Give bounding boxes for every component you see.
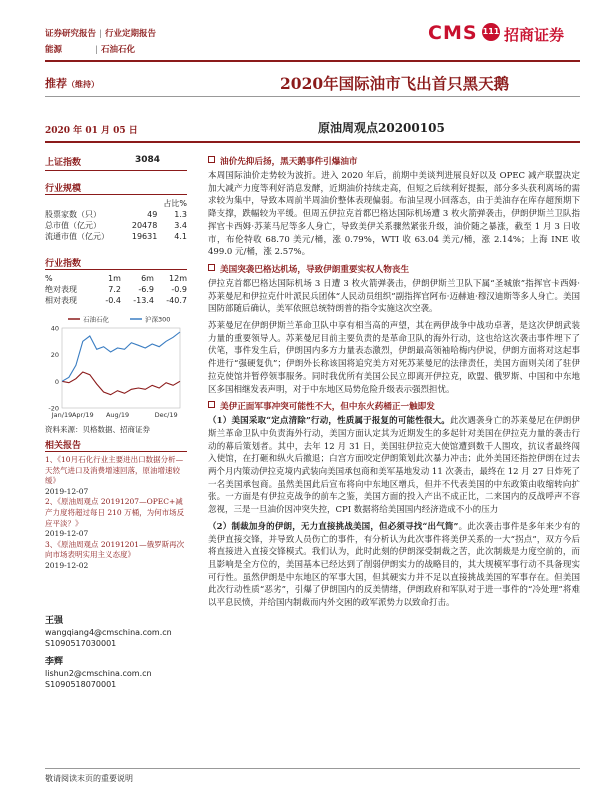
table-row: % 1m 6m 12m <box>45 274 187 283</box>
rating: 推荐（维持） <box>45 77 99 90</box>
main-content <box>208 155 580 610</box>
x-tick-label: Apr/19 <box>71 411 94 419</box>
page-title: 2020年国际油市飞出首只黑天鹅 <box>280 74 510 93</box>
performance-table <box>45 273 187 306</box>
legend-label: 石油石化 <box>83 315 109 324</box>
related-report-link[interactable]: 1、《10月石化行业主要进出口数据分析—天然气进口及消费增速回落，原油增速较缓》 2019-12-07 <box>45 455 184 496</box>
table-row: 占比% <box>163 199 187 208</box>
section-heading: 美伊正面军事冲突可能性不大，但中东火药桶正一触即发 <box>208 400 580 412</box>
footer-note: 敬请阅读末页的重要说明 <box>45 774 133 783</box>
divider <box>45 170 187 171</box>
brand-name-cn: 招商证券 <box>504 26 565 44</box>
report-subtitle: 原油周观点20200105 <box>318 121 445 135</box>
series-line <box>62 372 180 395</box>
x-tick-label: Jan/19 <box>51 411 73 419</box>
industry-heading: 行业规模 <box>45 184 82 194</box>
index-value: 3084 <box>135 155 161 165</box>
index-label: 上证指数 <box>45 158 82 168</box>
report-date: 2020 年 01 月 05 日 <box>45 126 138 136</box>
paragraph: （2）制裁加身的伊朗，无力直接挑战美国，但必须寻找“出气筒”。此次袭击事件是多年来少有的美伊直接交锋，并导致人员伤亡的事件，有分析认为此次事件将美伊关系的一大“拐点”，双方今后将直接进入直接交锋模式。我们认为，此时此刻的伊朗深受制裁之苦，此次制裁是力度空前的，而且影响是全方位的，美国基本已经达到了削弱伊朗实力的战略目的，其大规模军事行动不具备现实可行性。虽然伊朗是中东地区的军事大国，但其硬实力并不足以直接挑战美国的军事存在。但美国此次行动性质“恶劣”，引爆了伊朗国内的反美情绪，伊朗政府和军队对于进一事件的“冷处理”将难以平息民愤，并给国内制裁而内外交困的政军派势力以致命打击。 <box>208 521 580 609</box>
paragraph: 苏莱曼尼在伊朗伊斯兰革命卫队中享有相当高的声望，其在两伊战争中战功卓著，是这次伊朗武装力量的重要领导人。苏莱曼尼目前主要负责的是革命卫队的海外行动，这也给这次袭击事件埋下了伏笔，事件发生后，伊朗国内多方力量表态激烈，伊朗最高领袖哈梅内伊说，伊朗方面将对这起事件进行“强硬复仇”；伊朗外长称该国将追究美方对死苏莱曼尼的法律责任，美国方面则关闭了驻伊拉克使馆并暂停领事服务。同时我优所有美国公民立即离开伊拉克，欧盟、俄罗斯、中国和中东地区多国相继发表声明，对于中东地区局势危险升级表示强烈担忧。 <box>208 321 580 395</box>
analyst-email[interactable]: wangqiang4@cmschina.com.cn <box>45 628 172 637</box>
report-sector: 能源 | 石油石化 <box>45 45 136 55</box>
table-row: 股票家数（只） 49 1.3 <box>45 210 187 219</box>
related-heading: 相关报告 <box>45 441 82 451</box>
brand-logo-text: CMS <box>428 22 478 44</box>
y-tick-label: 20 <box>50 351 59 360</box>
header-rule <box>45 60 580 62</box>
performance-heading: 行业指数 <box>45 259 82 269</box>
paragraph: 本周国际油价走势较为波折。进入 2020 年后，前期中美谈判进展良好以及 OPEC 减产联盟决定加大减产力度等利好消息发酵，近期油价持续走高，但短之后续利好提振，部分多头获利离场的需求较为集中，导致本周前半周油价整体表现偏弱。布油呈现小回落态，由于美油存在库存超预期下降支撑，跌幅较为平缓。但周五伊拉克首都巴格达国际机场遭 3 枚火箭弹袭击，伊朗伊斯兰卫队指挥官卡西姆·苏莱马尼等多人身亡，导致美伊关系骤然紧张升级，油价随之暴涨，截至 1 月 3 日收市，布伦特收 68.70 美元/桶，涨 0.79%，WTI 收 63.04 美元/桶，涨 2.14%；上海 INE 收 499.0 元/桶，涨 2.57%。 <box>208 171 580 258</box>
table-row: 相对表现 -0.4 -13.4 -40.7 <box>45 296 187 305</box>
analyst-1: 王强 wangqiang4@cmschina.com.cn S1090517030001 <box>45 616 172 648</box>
plot-frame <box>62 328 180 408</box>
table-row: 流通市值（亿元） 19631 4.1 <box>45 232 187 241</box>
title-rule <box>45 96 580 97</box>
table-row: 总市值（亿元） 20478 3.4 <box>45 221 187 230</box>
related-report-link[interactable]: 3、《原油周观点 20191201—俄罗斯再次向市场表明实用主义态度》 2019-12-02 <box>45 539 185 570</box>
brand-logo-icon: 111 <box>482 23 500 41</box>
section-heading: 油价先抑后扬，黑天鹅事件引爆油市 <box>208 155 580 167</box>
related-report-link[interactable]: 2、《原油周观点 20191207—OPEC+减产力度将超过每日 210 万桶，为何市场反应平淡？》 2019-12-07 <box>45 497 185 539</box>
x-tick-label: Dec/19 <box>154 411 178 419</box>
date-rule <box>45 141 580 143</box>
paragraph: （1）美国采取“定点清除”行动，性质属于报复的可能性很大。此次遇袭身亡的苏莱曼尼在伊朗伊斯兰革命卫队中负责海外行动，美国方面认定其为近期发生的多起针对美国在伊拉克力量的袭击行动的幕后策划者。其中，去年 12 月 31 日，美国驻伊拉克大使馆遭到数千人围攻，抗议者最终闯入使馆，在打砸和纵火后撤退；白宫方面咬定伊朗策划此次暴力冲击；此外美国还指控伊朗在过去两个月内策动伊拉克境内武装向美国承包商和美军基地发动 11 次袭击，最终在 12 月 27 日炸死了一名美国承包商。虽然美国此后宣布将向中东地区增兵，但并不代表美国的中东政策由收缩转向扩张。一方面是有伊拉克战争的前车之鉴，美国方面的投入产出不成正比，二来国内的反战呼声不容忽视，三是一旦油价因冲突失控，CPI 数据将给美国国内经济造成不小的压力 <box>208 416 580 516</box>
chart-source: 资料来源：贝格数据、招商证券 <box>45 425 150 434</box>
section-heading: 美国突袭巴格达机场，导致伊朗重要实权人物丧生 <box>208 263 580 275</box>
y-tick-label: -20 <box>48 404 59 413</box>
legend-label: 沪深300 <box>145 315 171 324</box>
x-tick-label: Aug/19 <box>105 411 130 419</box>
footer-rule <box>45 768 580 769</box>
series-line <box>62 332 180 381</box>
report-type: 证券研究报告 | 行业定期报告 <box>45 29 157 39</box>
related-list <box>45 455 190 572</box>
y-tick-label: 0 <box>54 377 59 386</box>
analyst-2: 李辉 lishun2@cmschina.com.cn S1090518070001 <box>45 657 152 689</box>
y-tick-label: 40 <box>50 324 59 333</box>
table-row: 绝对表现 7.2 -6.9 -0.9 <box>45 285 187 294</box>
analyst-email[interactable]: lishun2@cmschina.com.cn <box>45 669 152 678</box>
industry-table <box>45 198 187 242</box>
divider <box>45 451 187 452</box>
divider <box>45 194 187 195</box>
paragraph: 伊拉克首都巴格达国际机场 3 日遭 3 枚火箭弹袭击，伊朗伊斯兰卫队下属“圣城旅”指挥官卡西姆·苏莱曼尼和伊拉克什叶派民兵团体“人民动员组织”副指挥官阿布·迈赫迪·穆汉迪斯等多人身亡。美国国防部随后确认，美军依照总统特朗普的指令实施这次空袭。 <box>208 278 580 315</box>
performance-chart <box>40 310 190 425</box>
divider <box>45 269 187 270</box>
